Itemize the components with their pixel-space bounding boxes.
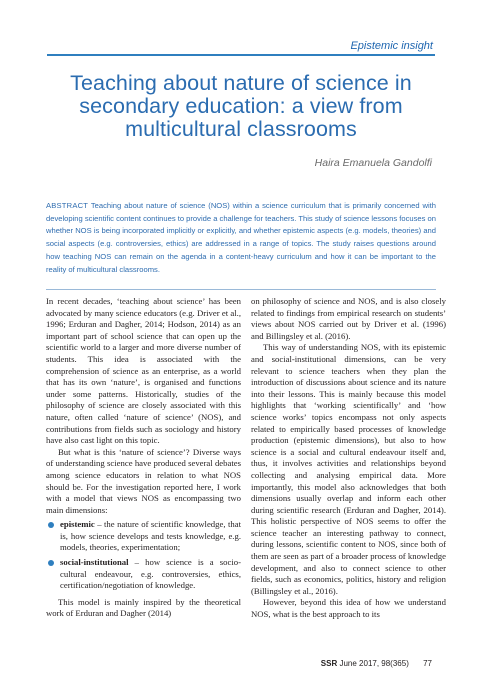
article-title: Teaching about nature of science in secondary education: a view from multicultural classrooms bbox=[70, 71, 412, 141]
issue-info: June 2017, 98(365) bbox=[339, 659, 409, 668]
page-footer bbox=[321, 659, 432, 668]
paragraph: However, beyond this idea of how we understand NOS, what is the best approach to its bbox=[251, 597, 446, 620]
right-column bbox=[251, 296, 446, 621]
paragraph: This way of understanding NOS, with its epistemic and social-institutional dimensions, can be very relevant to science teachers when they plan the introduction of discussions about science and its nature into their lessons. This is mainly because this model highlights that ‘working scientifically’ and ‘how science works’ topics encompass not only aspects related to empirically based processes of knowledge production (epistemic dimensions), but also to how science is a social and cultural endeavour itself and, thus, it involves activities and relationships beyond collecting and analysing empirical data. More importantly, this model also acknowledges that both dimensions usually overlap and inform each other during scientific research (Erduran and Dagher, 2014). This holistic perspective of NOS seems to offer the science teacher an interesting pathway to connect, during lessons, scientific content to NOS, since both of them are seen as part of a broader process of knowledge development, and also to connect science to other fields, such as economics, politics, history and religion (Billingsley et al., 2016). bbox=[251, 342, 446, 596]
abstract-label: ABSTRACT bbox=[46, 201, 89, 210]
paragraph: This model is mainly inspired by the theoretical work of Erduran and Dagher (2014) bbox=[46, 596, 241, 619]
bullet-icon bbox=[48, 560, 54, 566]
list-term: epistemic bbox=[60, 519, 95, 530]
page-number: 77 bbox=[423, 659, 432, 668]
author-name: Haira Emanuela Gandolfi bbox=[314, 157, 432, 169]
section-label: Epistemic insight bbox=[350, 40, 433, 52]
abstract-text: Teaching about nature of science (NOS) within a science curriculum that is primarily concerned with developing scientific content continues to provide a challenge for teachers. This study of science lessons focuses on whether NOS is being incorporated implicitly or explicitly, and whether epistemic aspects (e.g. models, theories) and social aspects (e.g. controversies, ethics) are addressed in a range of topics. The study raises questions around how teaching NOS can remain on the agenda in a content-heavy curriculum and how it can be important to the reality of multicultural classrooms. bbox=[46, 201, 436, 274]
paragraph: In recent decades, ‘teaching about science’ has been advocated by many science educators (e.g. Driver et al., 1996; Erduran and Dagher, 2014; Hodson, 2014) as an important part of school science that can open up the scientific world to a larger and more diverse number of students. This idea is associated with the comprehension of science as an enterprise, as a world that has its own ‘nature’, is organised and functions under some patterns. Historically, studies of the philosophy of science are closely associated with this nature, often called ‘nature of science’ (NOS), and contributions from fields such as sociology and history have also cast light on this topic. bbox=[46, 296, 241, 446]
abstract-divider bbox=[46, 289, 436, 290]
dimension-list bbox=[46, 519, 241, 592]
list-text: – the nature of scientific knowledge, that is, how science develops and tests knowledge, e.g. models, theories, experimentation; bbox=[60, 519, 241, 553]
left-column bbox=[46, 296, 241, 620]
list-item bbox=[46, 557, 241, 592]
paragraph: on philosophy of science and NOS, and is also closely related to findings from empirical research on students’ views about NOS carried out by Driver et al. (1996) and Billingsley et al. (2016). bbox=[251, 296, 446, 341]
paragraph: But what is this ‘nature of science’? Diverse ways of understanding science have produced several debates among science educators in relation to what NOS should be. For the investigation reported here, I work with a model that views NOS as encompassing two main dimensions: bbox=[46, 446, 241, 515]
list-term: social-institutional bbox=[60, 557, 129, 568]
bullet-icon bbox=[48, 522, 54, 528]
abstract bbox=[46, 200, 436, 276]
list-text: – how science is a socio-cultural endeavour, e.g. controversies, ethics, certification/negotiation of knowledge. bbox=[60, 557, 241, 591]
journal-name: SSR bbox=[320, 659, 338, 668]
list-item bbox=[46, 519, 241, 554]
